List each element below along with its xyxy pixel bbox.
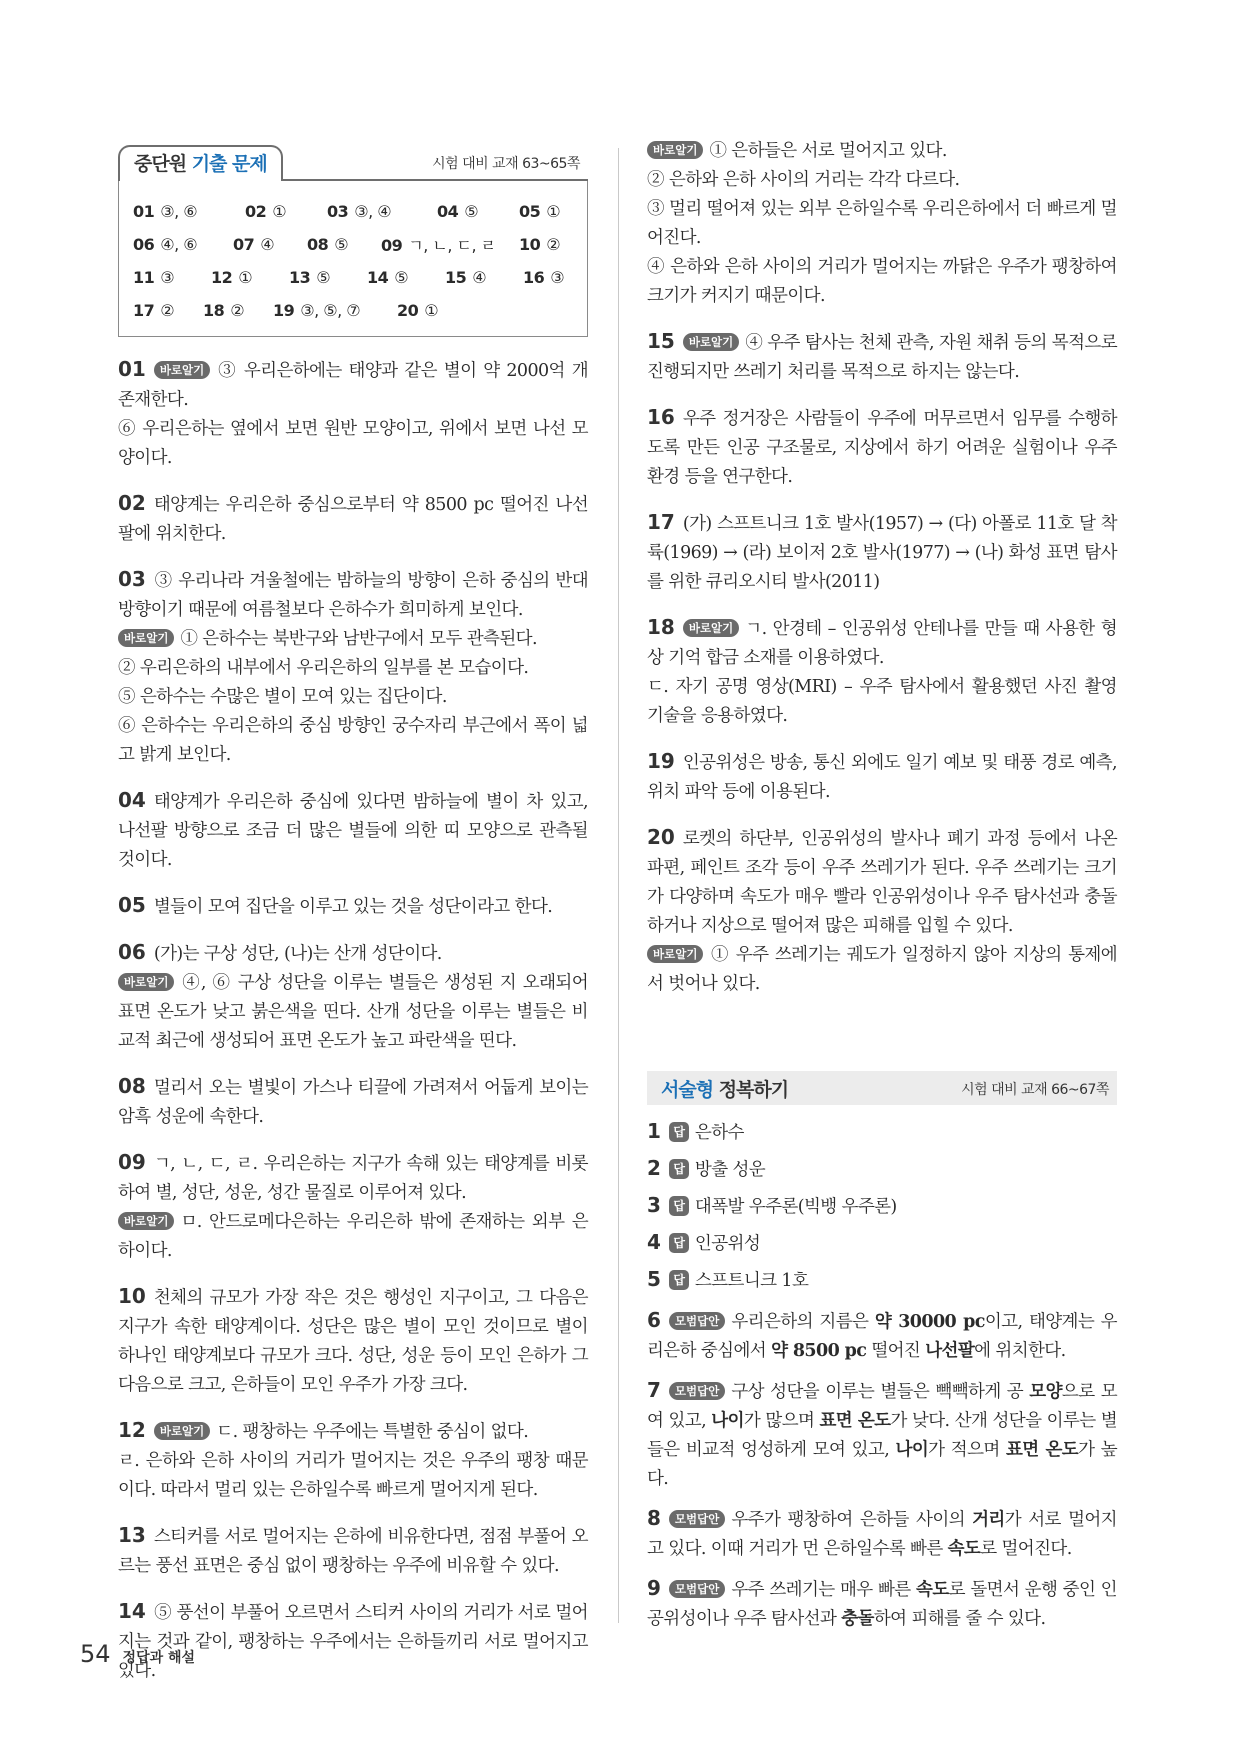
check-tag: 바로알기 bbox=[647, 141, 703, 159]
check-tag: 바로알기 bbox=[154, 1422, 210, 1440]
essay-title: 서술형 정복하기 bbox=[661, 1079, 789, 1101]
answer-cell: 01 ③, ⑥ bbox=[133, 202, 198, 221]
explanation-20: 20 로켓의 하단부, 인공위성의 발사나 폐기 과정 등에서 나온 파편, 페인트 조각 등이 우주 쓰레기가 된다. 우주 쓰레기는 크기가 다양하며 속도가 매우 빨라 인공위성이나 우주 탐사선과 충돌하거나 지상으로 떨어져 많은 피해를 입힐 수 있다. 바로알기 ① 우주 쓰레기는 궤도가 일정하지 않아 지상의 통제에서 벗어나 있다. bbox=[647, 825, 1117, 994]
page-number: 54 bbox=[80, 1640, 111, 1668]
explanation-17: 17 (가) 스프트니크 1호 발사(1957) → (다) 아폴로 11호 달 착륙(1969) → (라) 보이저 2호 발사(1977) → (나) 화성 표면 탐사를 위한 큐리오시티 발사(2011) bbox=[647, 510, 1117, 592]
answer-row bbox=[133, 261, 573, 294]
explanation-14-cont: 바로알기 ① 은하들은 서로 멀어지고 있다. ② 은하와 은하 사이의 거리는 각각 다르다. ③ 멀리 떨어져 있는 외부 은하일수록 우리은하에서 더 빠르게 멀어진다. ④ 은하와 은하 사이의 거리가 멀어지는 까닭은 우주가 팽창하여 크기가 커지기 때문이다. bbox=[647, 141, 1117, 306]
page-label: 정답과 해설 bbox=[122, 1650, 196, 1666]
answer-row bbox=[133, 228, 573, 261]
answer-cell: 15 ④ bbox=[445, 268, 487, 287]
explanation-08: 08 멀리서 오는 별빛이 가스나 티끌에 가려져서 어둡게 보이는 암흑 성운에 속한다. bbox=[118, 1074, 588, 1127]
essay-answer-8: 8 모범답안 우주가 팽창하여 은하들 사이의 거리가 서로 멀어지고 있다. 이때 거리가 먼 은하일수록 빠른 속도로 멀어진다. bbox=[647, 1506, 1117, 1559]
left-column bbox=[118, 145, 588, 1686]
model-tag: 모범답안 bbox=[669, 1312, 725, 1330]
answer-cell: 11 ③ bbox=[133, 268, 175, 287]
explanation-15: 15 바로알기 ④ 우주 탐사는 천체 관측, 자원 채취 등의 목적으로 진행되지만 쓰레기 처리를 목적으로 하지는 않는다. bbox=[647, 329, 1117, 382]
explanation-13: 13 스티커를 서로 멀어지는 은하에 비유한다면, 점점 부풀어 오르는 풍선 표면은 중심 없이 팽창하는 우주에 비유할 수 있다. bbox=[118, 1523, 588, 1576]
column-divider bbox=[618, 148, 619, 1623]
answer-cell: 04 ⑤ bbox=[437, 202, 479, 221]
essay-answer-9: 9 모범답안 우주 쓰레기는 매우 빠른 속도로 돌면서 운행 중인 인공위성이나 우주 탐사선과 충돌하여 피해를 줄 수 있다. bbox=[647, 1576, 1117, 1629]
explanation-18: 18 바로알기 ㄱ. 안경테 – 인공위성 안테나를 만들 때 사용한 형상 기억 합금 소재를 이용하였다. ㄷ. 자기 공명 영상(MRI) – 우주 탐사에서 활용했던 사진 촬영 기술을 응용하였다. bbox=[647, 615, 1117, 726]
explanation-16: 16 우주 정거장은 사람들이 우주에 머무르면서 임무를 수행하도록 만든 인공 구조물로, 지상에서 하기 어려운 실험이나 우주 환경 등을 연구한다. bbox=[647, 405, 1117, 487]
explanation-05: 05 별들이 모여 집단을 이루고 있는 것을 성단이라고 한다. bbox=[118, 893, 553, 917]
answer-cell: 18 ② bbox=[203, 301, 245, 320]
explanation-10: 10 천체의 규모가 가장 작은 것은 행성인 지구이고, 그 다음은 지구가 속한 태양계이다. 성단은 많은 별이 모인 것이므로 별이 하나인 태양계보다 규모가 크다. 성단, 성운 등이 모인 은하가 그 다음으로 크고, 은하들이 모인 우주가 가장 크다. bbox=[118, 1284, 588, 1395]
answer-cell: 06 ④, ⑥ bbox=[133, 235, 198, 254]
answer-cell: 03 ③, ④ bbox=[327, 202, 392, 221]
explanation-09: 09 ㄱ, ㄴ, ㄷ, ㄹ. 우리은하는 지구가 속해 있는 태양계를 비롯하여 별, 성단, 성운, 성간 물질로 이루어져 있다. 바로알기 ㅁ. 안드로메다은하는 우리은하 밖에 존재하는 외부 은하이다. bbox=[118, 1150, 588, 1261]
page-footer bbox=[80, 1640, 195, 1668]
answer-cell: 07 ④ bbox=[233, 235, 275, 254]
answer-cell: 20 ① bbox=[397, 301, 439, 320]
model-tag: 모범답안 bbox=[669, 1510, 725, 1528]
essay-answer-4: 4 답 인공위성 bbox=[647, 1230, 761, 1254]
dap-badge: 답 bbox=[669, 1122, 689, 1142]
check-tag: 바로알기 bbox=[647, 945, 703, 963]
unit-test-title: 중단원 기출 문제 bbox=[118, 145, 283, 181]
check-tag: 바로알기 bbox=[683, 619, 739, 637]
check-tag: 바로알기 bbox=[118, 973, 174, 991]
dap-badge: 답 bbox=[669, 1233, 689, 1253]
explanation-02: 02 태양계는 우리은하 중심으로부터 약 8500 pc 떨어진 나선팔에 위치한다. bbox=[118, 491, 588, 544]
dap-badge: 답 bbox=[669, 1196, 689, 1216]
explanation-19: 19 인공위성은 방송, 통신 외에도 일기 예보 및 태풍 경로 예측, 위치 파악 등에 이용된다. bbox=[647, 749, 1117, 802]
answer-cell: 13 ⑤ bbox=[289, 268, 331, 287]
explanation-06: 06 (가)는 구상 성단, (나)는 산개 성단이다. 바로알기 ④, ⑥ 구상 성단을 이루는 별들은 생성된 지 오래되어 표면 온도가 낮고 붉은색을 띤다. 산개 성단을 이루는 별들은 비교적 최근에 생성되어 표면 온도가 높고 파란색을 띤다. bbox=[118, 940, 588, 1051]
explanation-03: 03 ③ 우리나라 겨울철에는 밤하늘의 방향이 은하 중심의 반대 방향이기 때문에 여름철보다 은하수가 희미하게 보인다. 바로알기 ① 은하수는 북반구와 남반구에서 모두 관측된다. ② 우리은하의 내부에서 우리은하의 일부를 본 모습이다. ⑤ 은하수는 수많은 별이 모여 있는 집단이다. ⑥ 은하수는 우리은하의 중심 방향인 궁수자리 부근에서 폭이 넓고 밝게 보인다. bbox=[118, 567, 588, 765]
answer-grid bbox=[118, 181, 588, 337]
check-tag: 바로알기 bbox=[118, 1212, 174, 1230]
essay-answer-7: 7 모범답안 구상 성단을 이루는 별들은 빽빽하게 공 모양으로 모여 있고, 나이가 많으며 표면 온도가 낮다. 산개 성단을 이루는 별들은 비교적 엉성하게 모여 있고, 나이가 적으며 표면 온도가 높다. bbox=[647, 1378, 1118, 1489]
unit-test-ref: 시험 대비 교재 63~65쪽 bbox=[432, 156, 580, 172]
essay-header bbox=[647, 1071, 1117, 1105]
model-tag: 모범답안 bbox=[669, 1382, 725, 1400]
essay-answer-1: 1 답 은하수 bbox=[647, 1119, 744, 1143]
explanation-01: 01 바로알기 ③ 우리은하에는 태양과 같은 별이 약 2000억 개 존재한다. ⑥ 우리은하는 옆에서 보면 원반 모양이고, 위에서 보면 나선 모양이다. bbox=[118, 357, 588, 468]
dap-badge: 답 bbox=[669, 1270, 689, 1290]
unit-test-header bbox=[118, 145, 588, 181]
answer-cell: 05 ① bbox=[519, 202, 561, 221]
dap-badge: 답 bbox=[669, 1159, 689, 1179]
answer-cell: 12 ① bbox=[211, 268, 253, 287]
answer-cell: 17 ② bbox=[133, 301, 175, 320]
check-tag: 바로알기 bbox=[118, 629, 174, 647]
explanation-12: 12 바로알기 ㄷ. 팽창하는 우주에는 특별한 중심이 없다. ㄹ. 은하와 은하 사이의 거리가 멀어지는 것은 우주의 팽창 때문이다. 따라서 멀리 있는 은하일수록 빠르게 멀어지게 된다. bbox=[118, 1418, 588, 1500]
check-tag: 바로알기 bbox=[683, 333, 739, 351]
essay-ref: 시험 대비 교재 66~67쪽 bbox=[961, 1082, 1109, 1098]
answer-cell: 02 ① bbox=[245, 202, 287, 221]
answer-cell: 14 ⑤ bbox=[367, 268, 409, 287]
answer-cell: 08 ⑤ bbox=[307, 235, 349, 254]
answer-cell: 09 ㄱ, ㄴ, ㄷ, ㄹ bbox=[381, 236, 496, 255]
check-tag: 바로알기 bbox=[154, 361, 210, 379]
answer-cell: 16 ③ bbox=[523, 268, 565, 287]
essay-answer-6: 6 모범답안 우리은하의 지름은 약 30000 pc이고, 태양계는 우리은하 중심에서 약 8500 pc 떨어진 나선팔에 위치한다. bbox=[647, 1308, 1117, 1361]
right-column bbox=[647, 141, 1118, 1634]
answer-cell: 19 ③, ⑤, ⑦ bbox=[273, 301, 361, 320]
explanation-04: 04 태양계가 우리은하 중심에 있다면 밤하늘에 별이 차 있고, 나선팔 방향으로 조금 더 많은 별들에 의한 띠 모양으로 관측될 것이다. bbox=[118, 788, 588, 870]
answer-cell: 10 ② bbox=[519, 235, 561, 254]
explanation-14: 14 ⑤ 풍선이 부풀어 오르면서 스티커 사이의 거리가 서로 멀어지는 것과 같이, 팽창하는 우주에서는 은하들끼리 서로 멀어지고 있다. bbox=[118, 1599, 588, 1681]
essay-answer-3: 3 답 대폭발 우주론(빅뱅 우주론) bbox=[647, 1193, 897, 1217]
essay-answer-5: 5 답 스프트니크 1호 bbox=[647, 1267, 809, 1291]
answer-row bbox=[133, 294, 573, 327]
model-tag: 모범답안 bbox=[669, 1580, 725, 1598]
essay-answer-2: 2 답 방출 성운 bbox=[647, 1156, 766, 1180]
answer-row bbox=[133, 195, 573, 228]
